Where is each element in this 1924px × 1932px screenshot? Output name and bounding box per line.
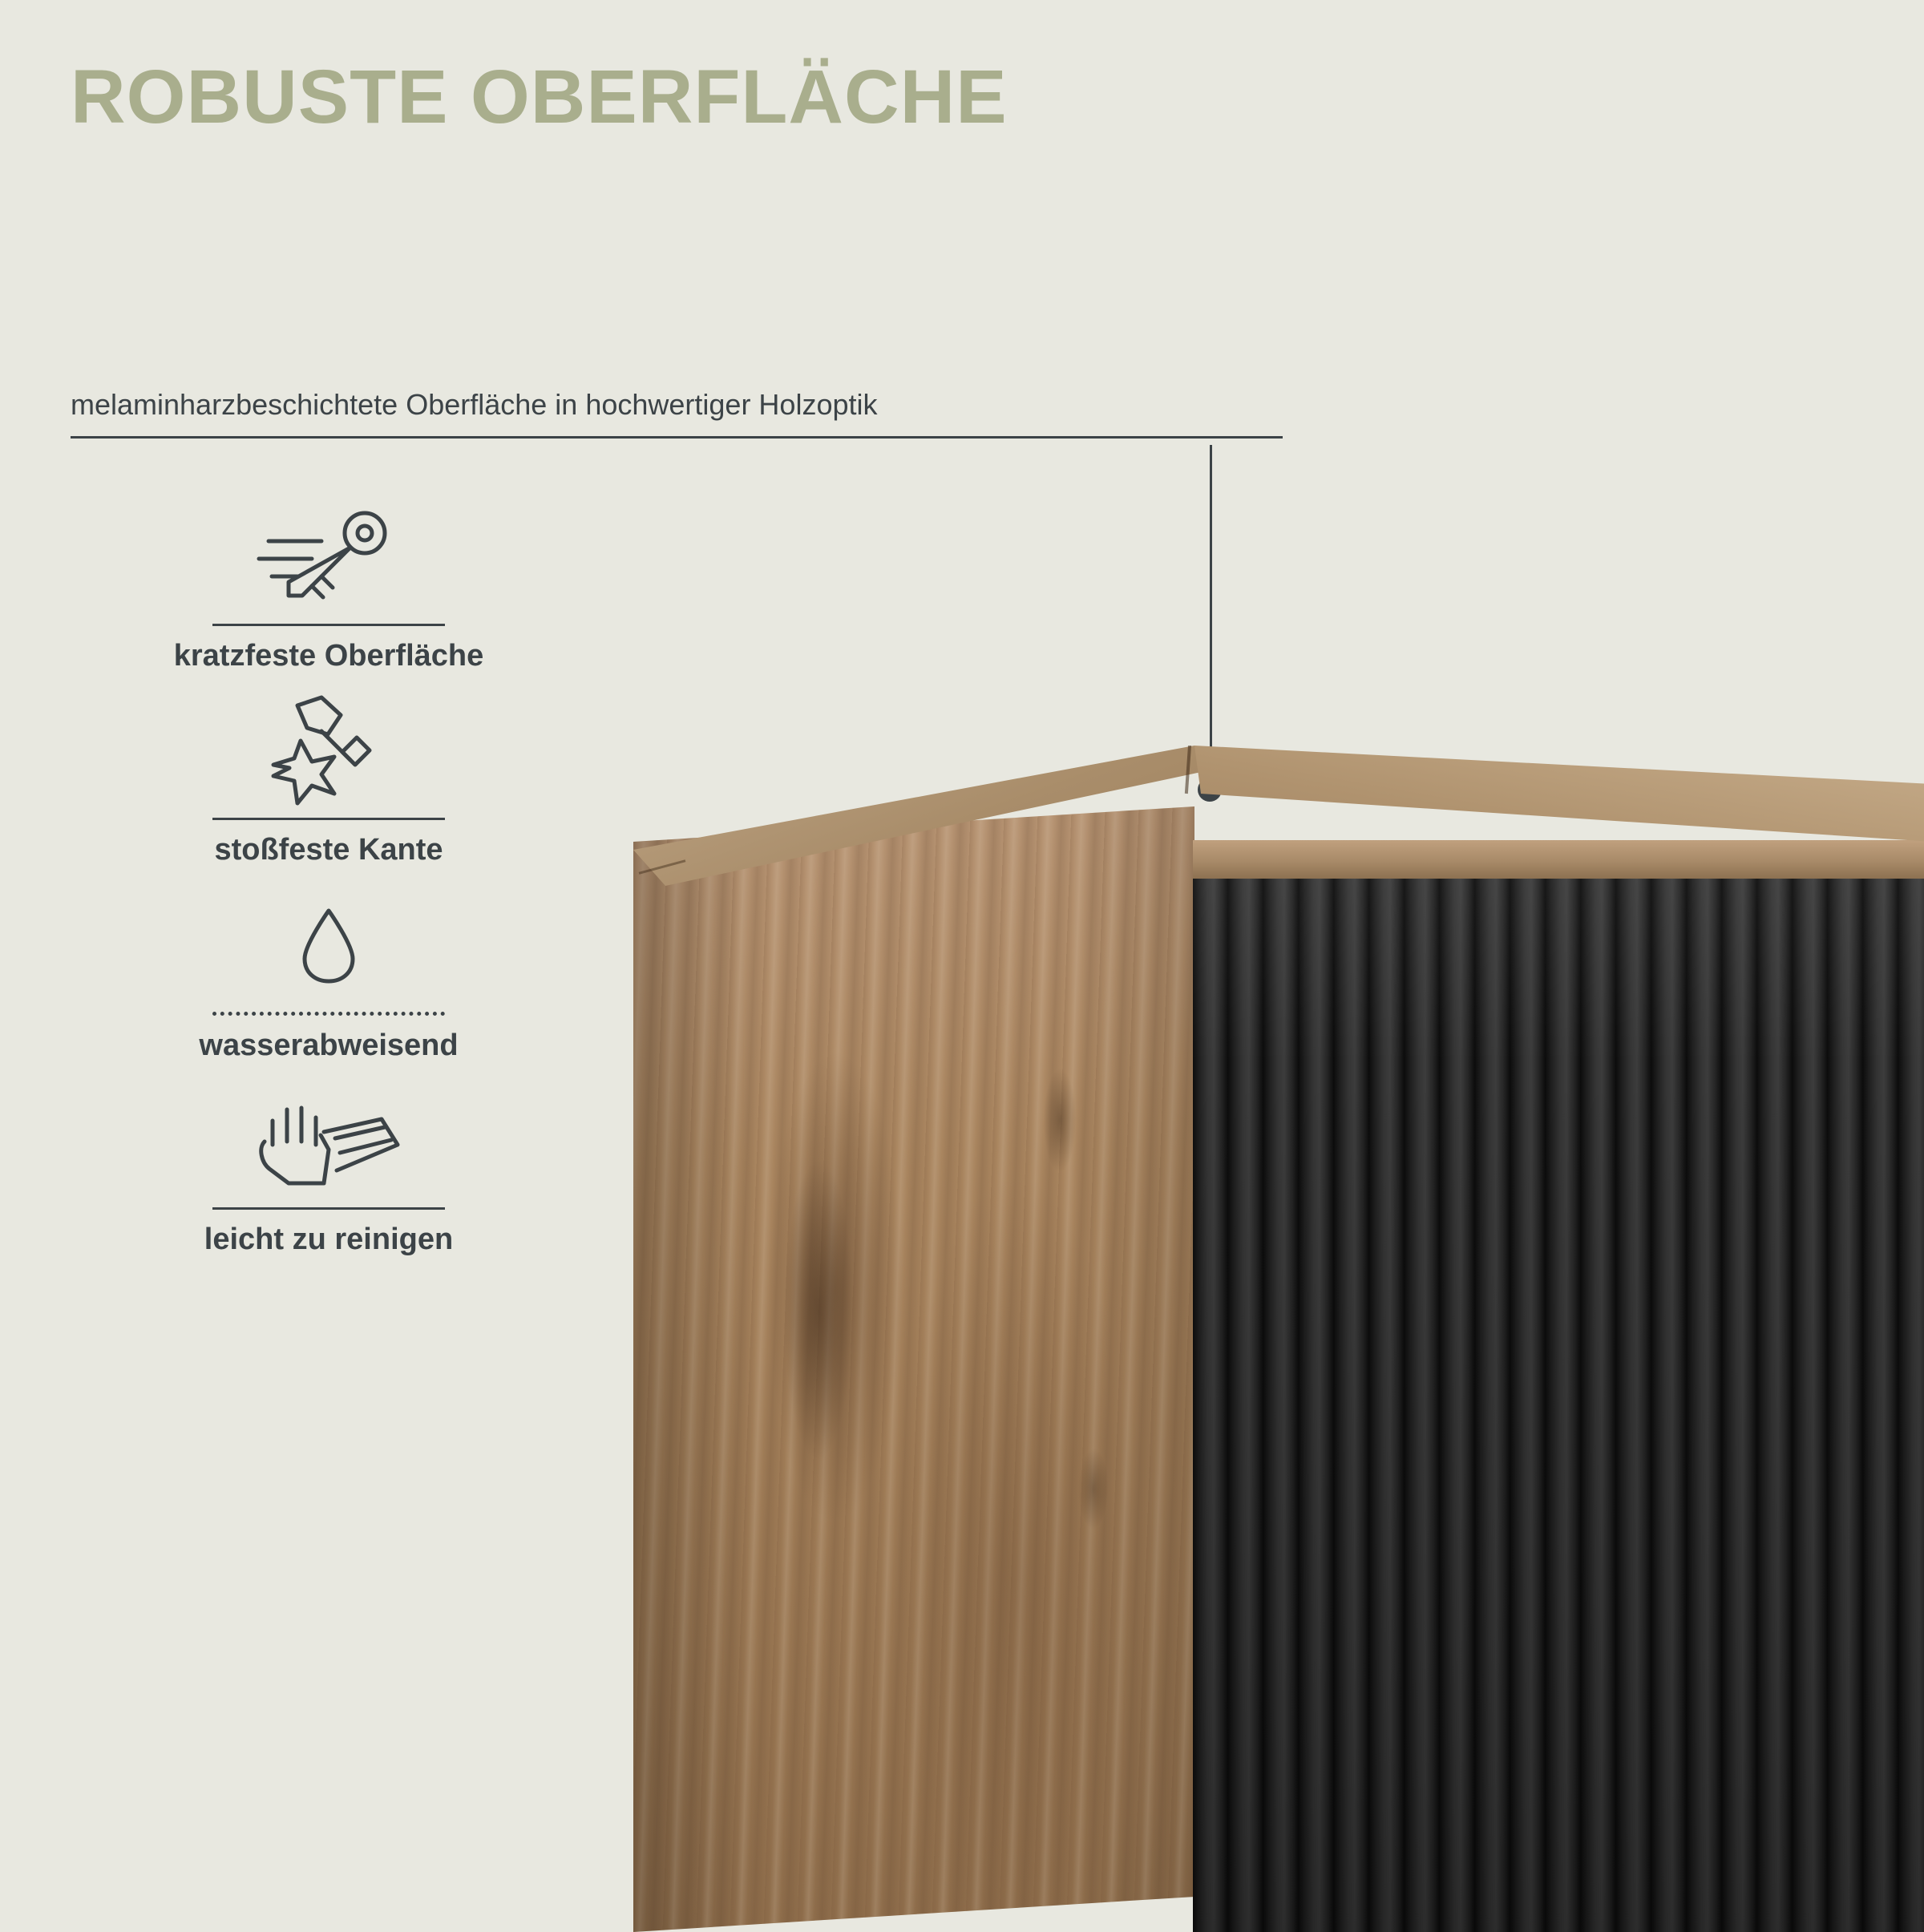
cleaning-hand-cloth-icon (240, 1081, 417, 1201)
callout (71, 388, 1297, 439)
list-item (160, 497, 497, 673)
callout-rule (71, 436, 1283, 439)
callout-leader-line (1210, 445, 1212, 790)
wood-grain-texture (633, 806, 1194, 1932)
list-item (160, 885, 497, 1063)
cabinet-side-panel (633, 806, 1194, 1932)
cabinet-front-fluted-panel (1193, 874, 1924, 1932)
hammer-impact-icon (245, 691, 413, 811)
feature-label: leicht zu reinigen (204, 1223, 454, 1256)
feature-label: kratzfeste Oberfläche (173, 639, 484, 673)
cabinet-front-top-lip (1193, 840, 1924, 879)
scratch-key-icon (245, 497, 413, 617)
list-item (160, 1081, 497, 1257)
front-shading (1193, 874, 1924, 1932)
product-photo (633, 746, 1924, 1932)
feature-label: stoßfeste Kante (214, 833, 443, 867)
feature-divider-dotted (212, 1012, 445, 1016)
feature-divider (212, 624, 445, 626)
feature-list (160, 497, 497, 1275)
feature-label: wasserabweisend (199, 1029, 459, 1062)
callout-text: melaminharzbeschichtete Oberfläche in hochwertiger Holzoptik (71, 388, 878, 421)
page-title: ROBUSTE OBERFLÄCHE (71, 55, 1008, 139)
water-drop-icon (281, 885, 377, 1005)
feature-divider (212, 1207, 445, 1210)
list-item (160, 691, 497, 867)
feature-divider (212, 818, 445, 820)
